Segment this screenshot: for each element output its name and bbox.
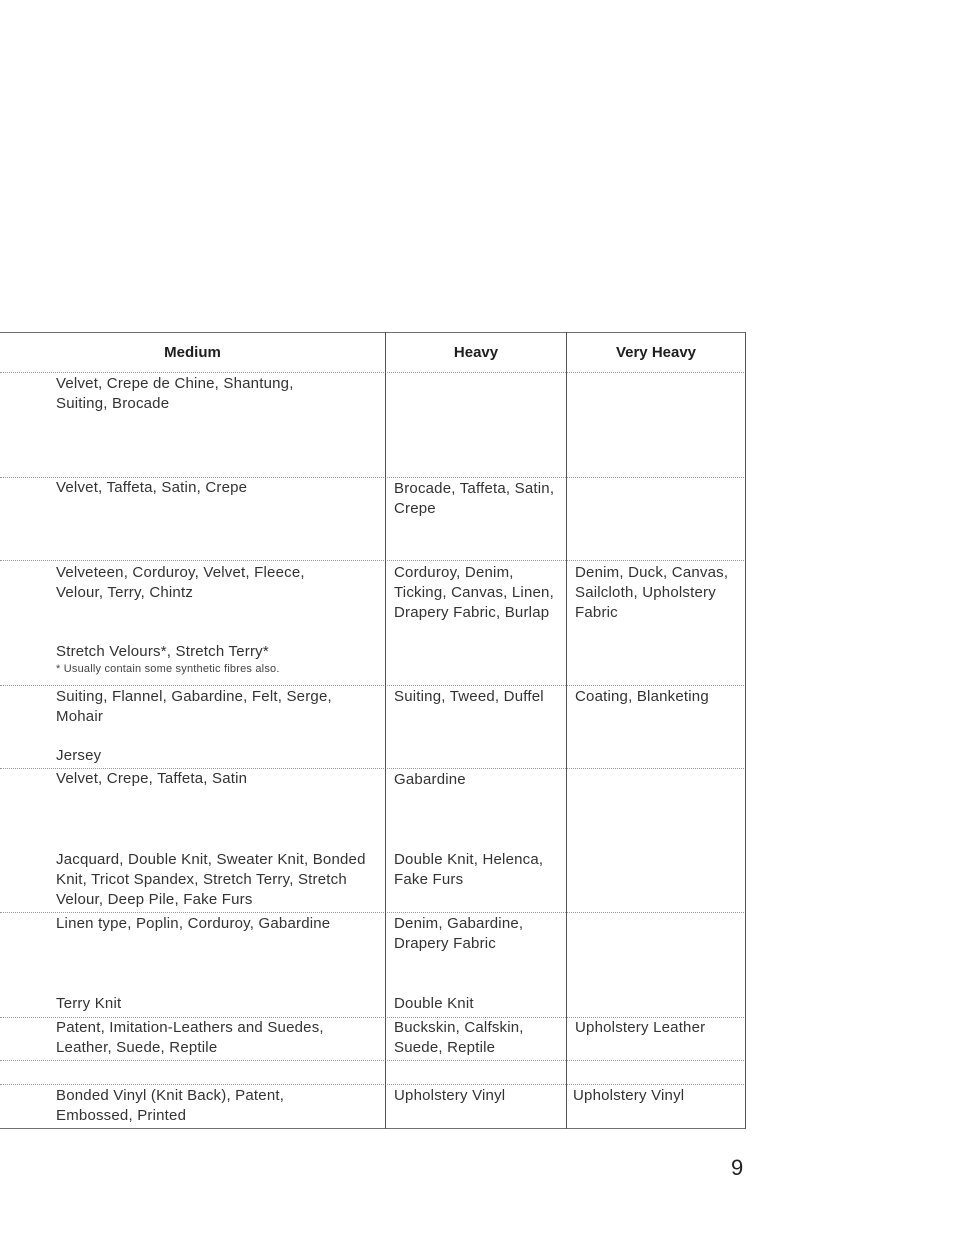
- table-cell-heavy: Gabardine: [394, 771, 466, 788]
- header-rule: [0, 372, 746, 373]
- row-rule: [0, 1084, 746, 1085]
- table-cell-very-heavy: Upholstery Vinyl: [573, 1087, 685, 1104]
- table-cell-medium: Velveteen, Corduroy, Velvet, Fleece, Velour, Terry, Chintz: [56, 564, 305, 601]
- table-cell-medium: Patent, Imitation-Leathers and Suedes, Leather, Suede, Reptile: [56, 1019, 324, 1056]
- header-very-heavy: Very Heavy: [615, 343, 697, 361]
- row-rule: [0, 560, 746, 561]
- table-cell-medium: Suiting, Flannel, Gabardine, Felt, Serge, Mohair: [56, 688, 332, 725]
- row-rule: [0, 685, 746, 686]
- table-cell-heavy: Corduroy, Denim, Ticking, Canvas, Linen, Drapery Fabric, Burlap: [394, 564, 554, 621]
- column-divider: [745, 332, 746, 1129]
- table-cell-medium: Linen type, Poplin, Corduroy, Gabardine: [56, 915, 331, 932]
- table-cell-medium: Jersey: [56, 747, 102, 764]
- page-number: 9: [731, 1155, 744, 1180]
- table-cell-very-heavy: Denim, Duck, Canvas, Sailcloth, Upholstery Fabric: [575, 564, 729, 621]
- table-cell-medium: Jacquard, Double Knit, Sweater Knit, Bonded Knit, Tricot Spandex, Stretch Terry, Stretch Velour, Deep Pile, Fake Furs: [56, 851, 366, 908]
- table-cell-medium: Velvet, Taffeta, Satin, Crepe: [56, 479, 248, 496]
- table-cell-heavy: Buckskin, Calfskin, Suede, Reptile: [394, 1019, 524, 1056]
- table-cell-medium: Terry Knit: [56, 995, 122, 1012]
- table-cell-medium: Stretch Velours*, Stretch Terry* * Usually contain some synthetic fibres also.: [56, 643, 280, 675]
- table-cell-very-heavy: Coating, Blanketing: [575, 688, 709, 705]
- table-cell-medium: Bonded Vinyl (Knit Back), Patent, Embossed, Printed: [56, 1087, 285, 1124]
- table-cell-heavy: Suiting, Tweed, Duffel: [394, 688, 544, 705]
- column-divider: [385, 332, 386, 1129]
- table-cell-heavy: Denim, Gabardine, Drapery Fabric: [394, 915, 524, 952]
- row-rule: [0, 1060, 746, 1061]
- table-cell-medium: Velvet, Crepe de Chine, Shantung, Suiting, Brocade: [56, 375, 294, 412]
- table-bottom-rule: [0, 1128, 746, 1129]
- table-cell-very-heavy: Upholstery Leather: [575, 1019, 706, 1036]
- table-cell-medium: Velvet, Crepe, Taffeta, Satin: [56, 770, 248, 787]
- footnote: * Usually contain some synthetic fibres also.: [56, 663, 280, 675]
- column-divider: [566, 332, 567, 1129]
- header-heavy: Heavy: [453, 343, 499, 361]
- table-cell-heavy: Upholstery Vinyl: [394, 1087, 506, 1104]
- table-cell-heavy: Brocade, Taffeta, Satin, Crepe: [394, 480, 555, 517]
- row-rule: [0, 912, 746, 913]
- table-cell-heavy: Double Knit: [394, 995, 474, 1012]
- header-medium: Medium: [164, 343, 221, 361]
- table-cell-heavy: Double Knit, Helenca, Fake Furs: [394, 851, 544, 888]
